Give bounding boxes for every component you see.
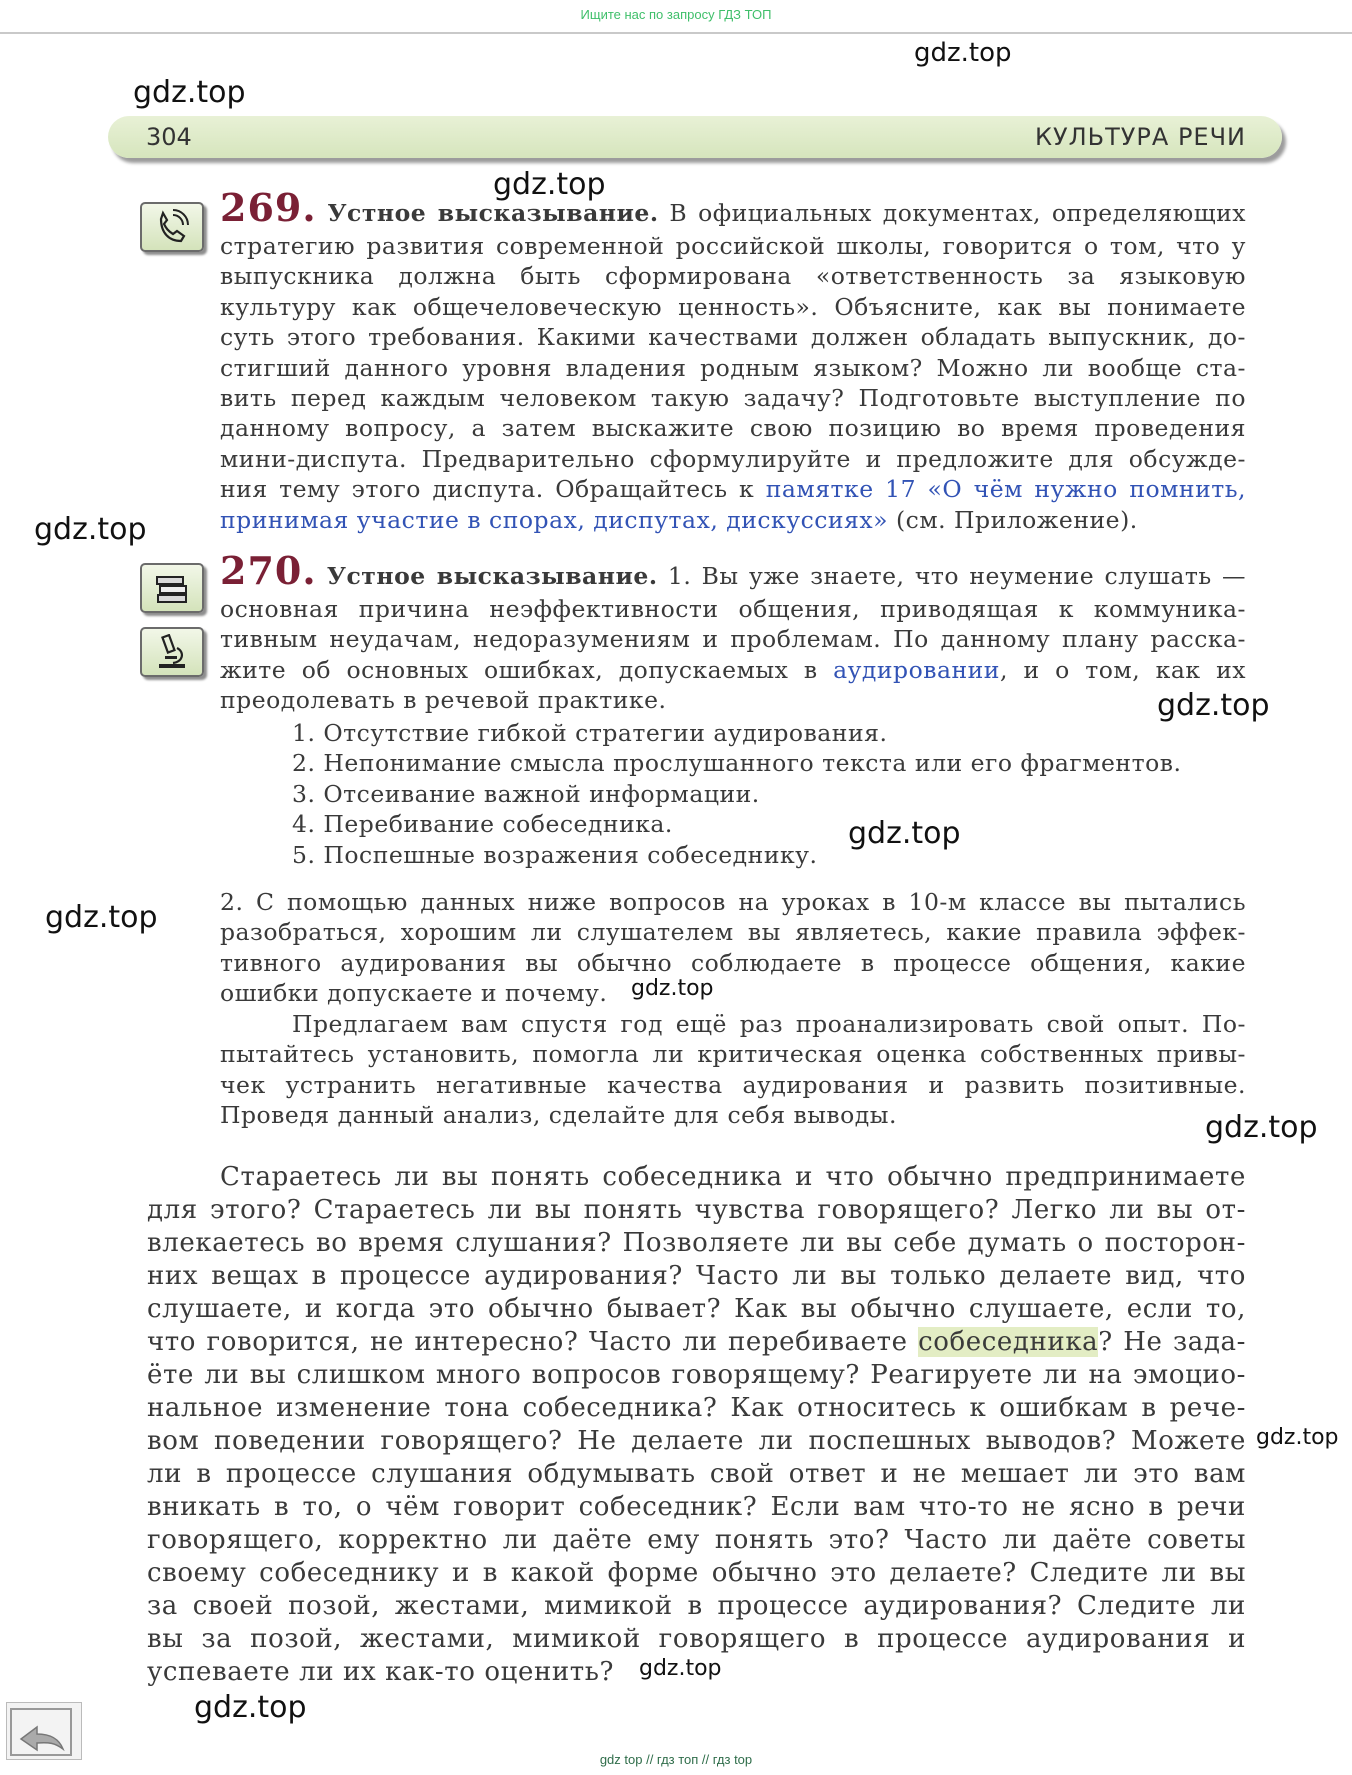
text-line: ёте ли вы слишком много вопросов говорящему? Реагируете ли на эмоцио- [147,1360,1246,1390]
auding-link[interactable]: аудировании [833,655,1000,684]
text-line: вы за позой, жестами, мимикой говорящего в процессе аудирования и [147,1624,1246,1654]
watermark: gdz.top [914,38,1012,68]
text-line: Проведя данный анализ, сделайте для себя выводы. [220,1101,897,1130]
exercise-number: 270. [220,548,317,593]
watermark: gdz.top [1256,1425,1339,1450]
text-fragment: (см. Приложение). [888,505,1138,534]
text-line: для этого? Стараетесь ли вы понять чувства говорящего? Легко ли вы от- [147,1195,1246,1225]
watermark: gdz.top [133,75,246,110]
text-line: вникать в то, о чём говорит собеседник? Если вам что-то не ясно в речи [147,1492,1246,1522]
text-line: 1. Вы уже знаете, что неумение слушать — [657,562,1246,590]
text-line: за своей позой, жестами, мимикой в процессе аудирования? Следите ли [147,1591,1246,1621]
top-banner-text: Ищите нас по запросу ГДЗ ТОП [580,7,772,22]
watermark: gdz.top [45,900,158,935]
text-line: вить перед каждым человеком такую задачу? Подготовьте выступление по [220,383,1246,412]
exercise-270 [220,548,1246,716]
memo-link[interactable]: принимая участие в спорах, диспутах, дискуссиях» [220,505,889,534]
text-line: Стараетесь ли вы понять собеседника и что обычно предпринимаете [220,1162,1246,1192]
highlighted-word: собеседника [918,1327,1099,1357]
exercise-270-part2 [220,887,1246,1009]
text-fragment: жите об основных ошибках, допускаемых в [220,655,834,684]
microscope-icon [140,627,204,677]
top-banner [0,0,1352,34]
back-arrow-icon [7,1703,81,1759]
text-line: говорящего, корректно ли даёте ему понять это? Часто ли даёте советы [147,1525,1246,1555]
watermark: gdz.top [34,512,147,547]
text-line: мини-диспута. Предварительно сформулируйте и предложите для обсужде- [220,444,1246,473]
text-fragment: ния тему этого диспута. Обращайтесь к [220,475,766,504]
text-line: основная причина неэффективности общения, приводящая к коммуника- [220,595,1246,623]
text-line: Предлагаем вам спустя год ещё раз проанализировать свой опыт. По- [292,1010,1246,1038]
text-fragment: , и о том, как их [999,655,1246,684]
watermark: gdz.top [493,167,606,202]
text-line: данному вопросу, а затем выскажите свою позицию во время проведения [220,414,1246,443]
text-line: тивным неудачам, недоразумениям и проблемам. По данному плану расска- [220,625,1246,654]
text-line: слушаете, и когда это обычно бывает? Как вы обычно слушаете, если то, [147,1294,1246,1324]
questions-text [147,1162,1246,1690]
list-item: 5. Поспешные возражения собеседнику. [292,841,818,869]
section-title: КУЛЬТУРА РЕЧИ [1034,123,1246,151]
text-line [220,474,1246,504]
text-line: культуру как общечеловеческую ценность». Объясните, как вы понимаете [220,292,1246,321]
exercise-269 [220,185,1246,535]
exercise-number: 269. [220,185,317,230]
text-fragment: что говорится, не интересно? Часто ли перебиваете [147,1327,919,1357]
text-line: тивного аудирования вы обычно соблюдаете в процессе общения, какие [220,948,1246,977]
page-number: 304 [146,123,192,151]
exercise-title: Устное высказывание. [327,199,659,227]
text-line: стратегию развития современной российской школы, говорится о том, что у [220,232,1246,260]
text-line [220,505,1246,535]
list-item: 3. Отсеивание важной информации. [292,780,760,808]
text-line: ошибки допускаете и почему. [220,979,608,1008]
text-line [220,655,1246,685]
text-line: нальное изменение тона собеседника? Как относитесь к ошибкам в рече- [147,1393,1246,1423]
exercise-270-part3 [220,1009,1246,1131]
text-line: ли в процессе слушания обдумывать свой ответ и не мешает ли это вам [147,1459,1246,1489]
text-line: преодолевать в речевой практике. [220,686,667,715]
watermark: gdz.top [631,976,714,1001]
text-line: выпускника должна быть сформирована «ответственность за языковую [220,262,1246,291]
text-line: чек устранить негативные качества аудирования и развить позитивные. [220,1070,1246,1099]
text-line: своему собеседнику и в какой форме обычно это делаете? Следите ли вы [147,1558,1246,1588]
list-item: 1. Отсутствие гибкой стратегии аудирования. [292,719,888,747]
footer-links: gdz top // гдз топ // гдз top [599,1752,753,1767]
memo-link[interactable]: памятке 17 «О чём нужно помнить, [765,475,1246,504]
watermark: gdz.top [639,1656,722,1681]
text-line: разобраться, хорошим ли слушателем вы являетесь, какие правила эффек- [220,918,1246,947]
books-icon [140,563,204,613]
watermark: gdz.top [848,816,961,851]
text-line: стигший данного уровня владения родным языком? Можно ли вообще ста- [220,353,1246,382]
text-line: вом поведении говорящего? Не делаете ли поспешных выводов? Можете [147,1426,1246,1456]
watermark: gdz.top [1157,688,1270,723]
list-item: 2. Непонимание смысла прослушанного текста или его фрагментов. [292,749,1182,777]
text-line: успеваете ли их как-то оценить? [147,1657,615,1687]
text-line: 2. С помощью данных ниже вопросов на уроках в 10-м классе вы пытались [220,888,1246,916]
watermark: gdz.top [1205,1110,1318,1145]
text-fragment: ? Не зада- [1098,1327,1246,1357]
text-line: В официальных документах, определяющих [658,199,1246,227]
text-line: влекаетесь во время слушания? Позволяете ли вы себе думать о посторон- [147,1228,1246,1258]
watermark: gdz.top [194,1690,307,1725]
list-item: 4. Перебивание собеседника. [292,810,673,838]
text-line: пытайтесь установить, помогла ли критическая оценка собственных привы- [220,1040,1246,1069]
phone-icon [140,202,204,252]
text-line [147,1327,1246,1360]
text-line: них вещах в процессе аудирования? Часто ли вы только делаете вид, что [147,1261,1246,1291]
text-line: суть этого требования. Какими качествами должен обладать выпускник, до- [220,323,1246,352]
exercise-title: Устное высказывание. [326,562,658,590]
